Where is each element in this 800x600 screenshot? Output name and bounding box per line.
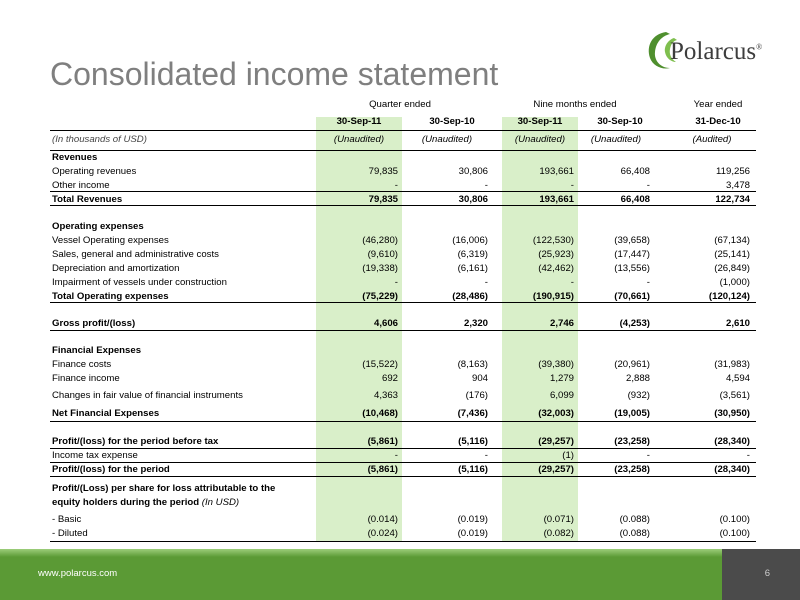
header-rule-top — [50, 130, 756, 131]
audit-status-3: (Unaudited) — [514, 134, 566, 145]
row-value: (0.019) — [457, 514, 488, 525]
row-value: (25,141) — [714, 249, 750, 260]
row-value: (120,124) — [708, 291, 750, 302]
row-label: Income tax expense — [52, 450, 138, 461]
row-value: - — [394, 180, 398, 191]
header-date-4: 30-Sep-10 — [597, 116, 643, 127]
table-rule — [50, 448, 756, 449]
row-value: (5,861) — [367, 436, 398, 447]
row-value: (30,950) — [714, 408, 750, 419]
row-value: (19,005) — [614, 408, 650, 419]
row-value: - — [646, 277, 650, 288]
row-value: (5,116) — [458, 436, 488, 447]
row-value: (19,338) — [362, 263, 398, 274]
table-rule — [50, 476, 756, 477]
row-value: (7,436) — [457, 408, 488, 419]
row-value: (42,462) — [538, 263, 574, 274]
row-value: (1,000) — [719, 277, 750, 288]
row-value: (75,229) — [362, 291, 398, 302]
row-value: 30,806 — [458, 194, 488, 205]
row-value: (6,319) — [457, 249, 488, 260]
row-value: 66,408 — [620, 194, 650, 205]
row-value: 79,835 — [368, 194, 398, 205]
row-value: 4,594 — [725, 373, 750, 384]
row-value: 30,806 — [458, 166, 488, 177]
row-value: (26,849) — [714, 263, 750, 274]
header-rule-bottom — [50, 150, 756, 151]
row-value: (13,556) — [614, 263, 650, 274]
row-value: 2,888 — [625, 373, 650, 384]
row-value: (10,468) — [362, 408, 398, 419]
currency-note: (In thousands of USD) — [52, 134, 147, 145]
row-value: 193,661 — [539, 166, 574, 177]
row-value: - — [646, 450, 650, 461]
row-label: Changes in fair value of financial instruments — [52, 390, 243, 401]
row-label: Impairment of vessels under construction — [52, 277, 227, 288]
row-value: (5,116) — [458, 464, 488, 475]
row-value: (3,561) — [719, 390, 750, 401]
row-value: - — [570, 180, 574, 191]
row-label: - Diluted — [52, 528, 88, 539]
row-value: - — [394, 450, 398, 461]
page-number: 6 — [764, 568, 770, 579]
row-value: (8,163) — [457, 359, 488, 370]
row-value: (70,661) — [614, 291, 650, 302]
row-value: - — [570, 277, 574, 288]
row-value: 692 — [381, 373, 398, 384]
row-value: 2,746 — [549, 318, 574, 329]
row-label: Profit/(Loss) per share for loss attributable to the — [52, 483, 276, 494]
row-value: (0.014) — [367, 514, 398, 525]
page-title: Consolidated income statement — [50, 56, 499, 92]
row-value: (122,530) — [532, 235, 574, 246]
row-value: (15,522) — [362, 359, 398, 370]
row-value: 2,320 — [463, 318, 488, 329]
row-value: - — [394, 277, 398, 288]
table-rule — [50, 462, 756, 463]
company-logo — [640, 26, 790, 86]
row-label: Vessel Operating expenses — [52, 235, 169, 246]
row-label: Gross profit/(loss) — [52, 318, 136, 329]
row-label: Finance costs — [52, 359, 112, 370]
row-label: Net Financial Expenses — [52, 408, 160, 419]
row-value: (28,486) — [452, 291, 488, 302]
row-value: 4,606 — [373, 318, 398, 329]
table-rule — [50, 205, 756, 206]
audit-status-4: (Unaudited) — [590, 134, 642, 145]
row-value: (0.019) — [457, 528, 488, 539]
row-label: Profit/(loss) for the period before tax — [52, 436, 219, 447]
row-label: Total Operating expenses — [52, 291, 169, 302]
row-value: 119,256 — [716, 166, 750, 177]
row-value: (4,253) — [619, 318, 650, 329]
row-label: Financial Expenses — [52, 345, 142, 356]
row-value: - — [484, 180, 488, 191]
row-value: (176) — [465, 390, 488, 401]
table-rule — [50, 541, 756, 542]
row-value: (29,257) — [538, 464, 574, 475]
row-value: - — [484, 450, 488, 461]
row-value: (16,006) — [452, 235, 488, 246]
row-value: 3,478 — [725, 180, 750, 191]
audit-status-5: (Audited) — [692, 134, 732, 145]
row-label: Finance income — [52, 373, 120, 384]
row-value: 904 — [471, 373, 488, 384]
row-label: Revenues — [52, 152, 98, 163]
row-value: 1,279 — [549, 373, 574, 384]
row-label: Other income — [52, 180, 110, 191]
row-value: 79,835 — [368, 166, 398, 177]
row-value: (1) — [562, 450, 574, 461]
table-rule — [50, 330, 756, 331]
row-value: 122,734 — [715, 194, 750, 205]
row-value: - — [646, 180, 650, 191]
row-value: 2,610 — [725, 318, 750, 329]
row-value: (0.082) — [543, 528, 574, 539]
row-label: Total Revenues — [52, 194, 123, 205]
row-value: (0.088) — [619, 528, 650, 539]
table-rule — [50, 421, 756, 422]
header-date-2: 30-Sep-10 — [429, 116, 475, 127]
page-number-box — [722, 549, 800, 600]
header-date-1: 30-Sep-11 — [336, 116, 382, 127]
row-value: (29,257) — [538, 436, 574, 447]
row-value: (28,340) — [714, 436, 750, 447]
row-label: Sales, general and administrative costs — [52, 249, 219, 260]
row-value: (67,134) — [714, 235, 750, 246]
row-value: (39,380) — [538, 359, 574, 370]
row-label: Depreciation and amortization — [52, 263, 180, 274]
row-label: - Basic — [52, 514, 82, 525]
row-value: (23,258) — [614, 464, 650, 475]
row-label: Profit/(loss) for the period — [52, 464, 170, 475]
row-value: 4,363 — [373, 390, 398, 401]
row-value: (46,280) — [362, 235, 398, 246]
header-nine-months-ended: Nine months ended — [533, 99, 617, 110]
row-label: Operating revenues — [52, 166, 137, 177]
header-date-3: 30-Sep-11 — [517, 116, 563, 127]
row-value: (0.088) — [619, 514, 650, 525]
row-value: (31,983) — [714, 359, 750, 370]
row-value: (932) — [627, 390, 650, 401]
row-value: (32,003) — [538, 408, 574, 419]
logo-wordmark: Polarcus® — [670, 38, 763, 65]
row-value: (0.100) — [719, 528, 750, 539]
audit-status-2: (Unaudited) — [421, 134, 473, 145]
row-value: (9,610) — [367, 249, 398, 260]
row-value: (5,861) — [367, 464, 398, 475]
footer-url[interactable]: www.polarcus.com — [38, 568, 118, 579]
row-value: (190,915) — [532, 291, 574, 302]
footer-gradient — [0, 549, 800, 557]
row-value: 6,099 — [549, 390, 574, 401]
row-value: 66,408 — [620, 166, 650, 177]
row-value: (25,923) — [538, 249, 574, 260]
table-rule — [50, 191, 756, 192]
row-value: (23,258) — [614, 436, 650, 447]
table-rule — [50, 302, 756, 303]
row-label: Operating expenses — [52, 221, 144, 232]
row-value: - — [484, 277, 488, 288]
row-value: (39,658) — [614, 235, 650, 246]
header-year-ended: Year ended — [693, 99, 743, 110]
row-label: equity holders during the period (In USD) — [52, 497, 240, 508]
row-value: (20,961) — [614, 359, 650, 370]
header-date-5: 31-Dec-10 — [695, 116, 741, 127]
row-value: (17,447) — [614, 249, 650, 260]
row-value: (0.071) — [543, 514, 574, 525]
audit-status-1: (Unaudited) — [333, 134, 385, 145]
header-quarter-ended: Quarter ended — [369, 99, 431, 110]
row-value: (6,161) — [457, 263, 488, 274]
row-value: (0.100) — [719, 514, 750, 525]
row-value: (28,340) — [714, 464, 750, 475]
row-value: (0.024) — [367, 528, 398, 539]
row-value: 193,661 — [539, 194, 574, 205]
row-value: - — [746, 450, 750, 461]
